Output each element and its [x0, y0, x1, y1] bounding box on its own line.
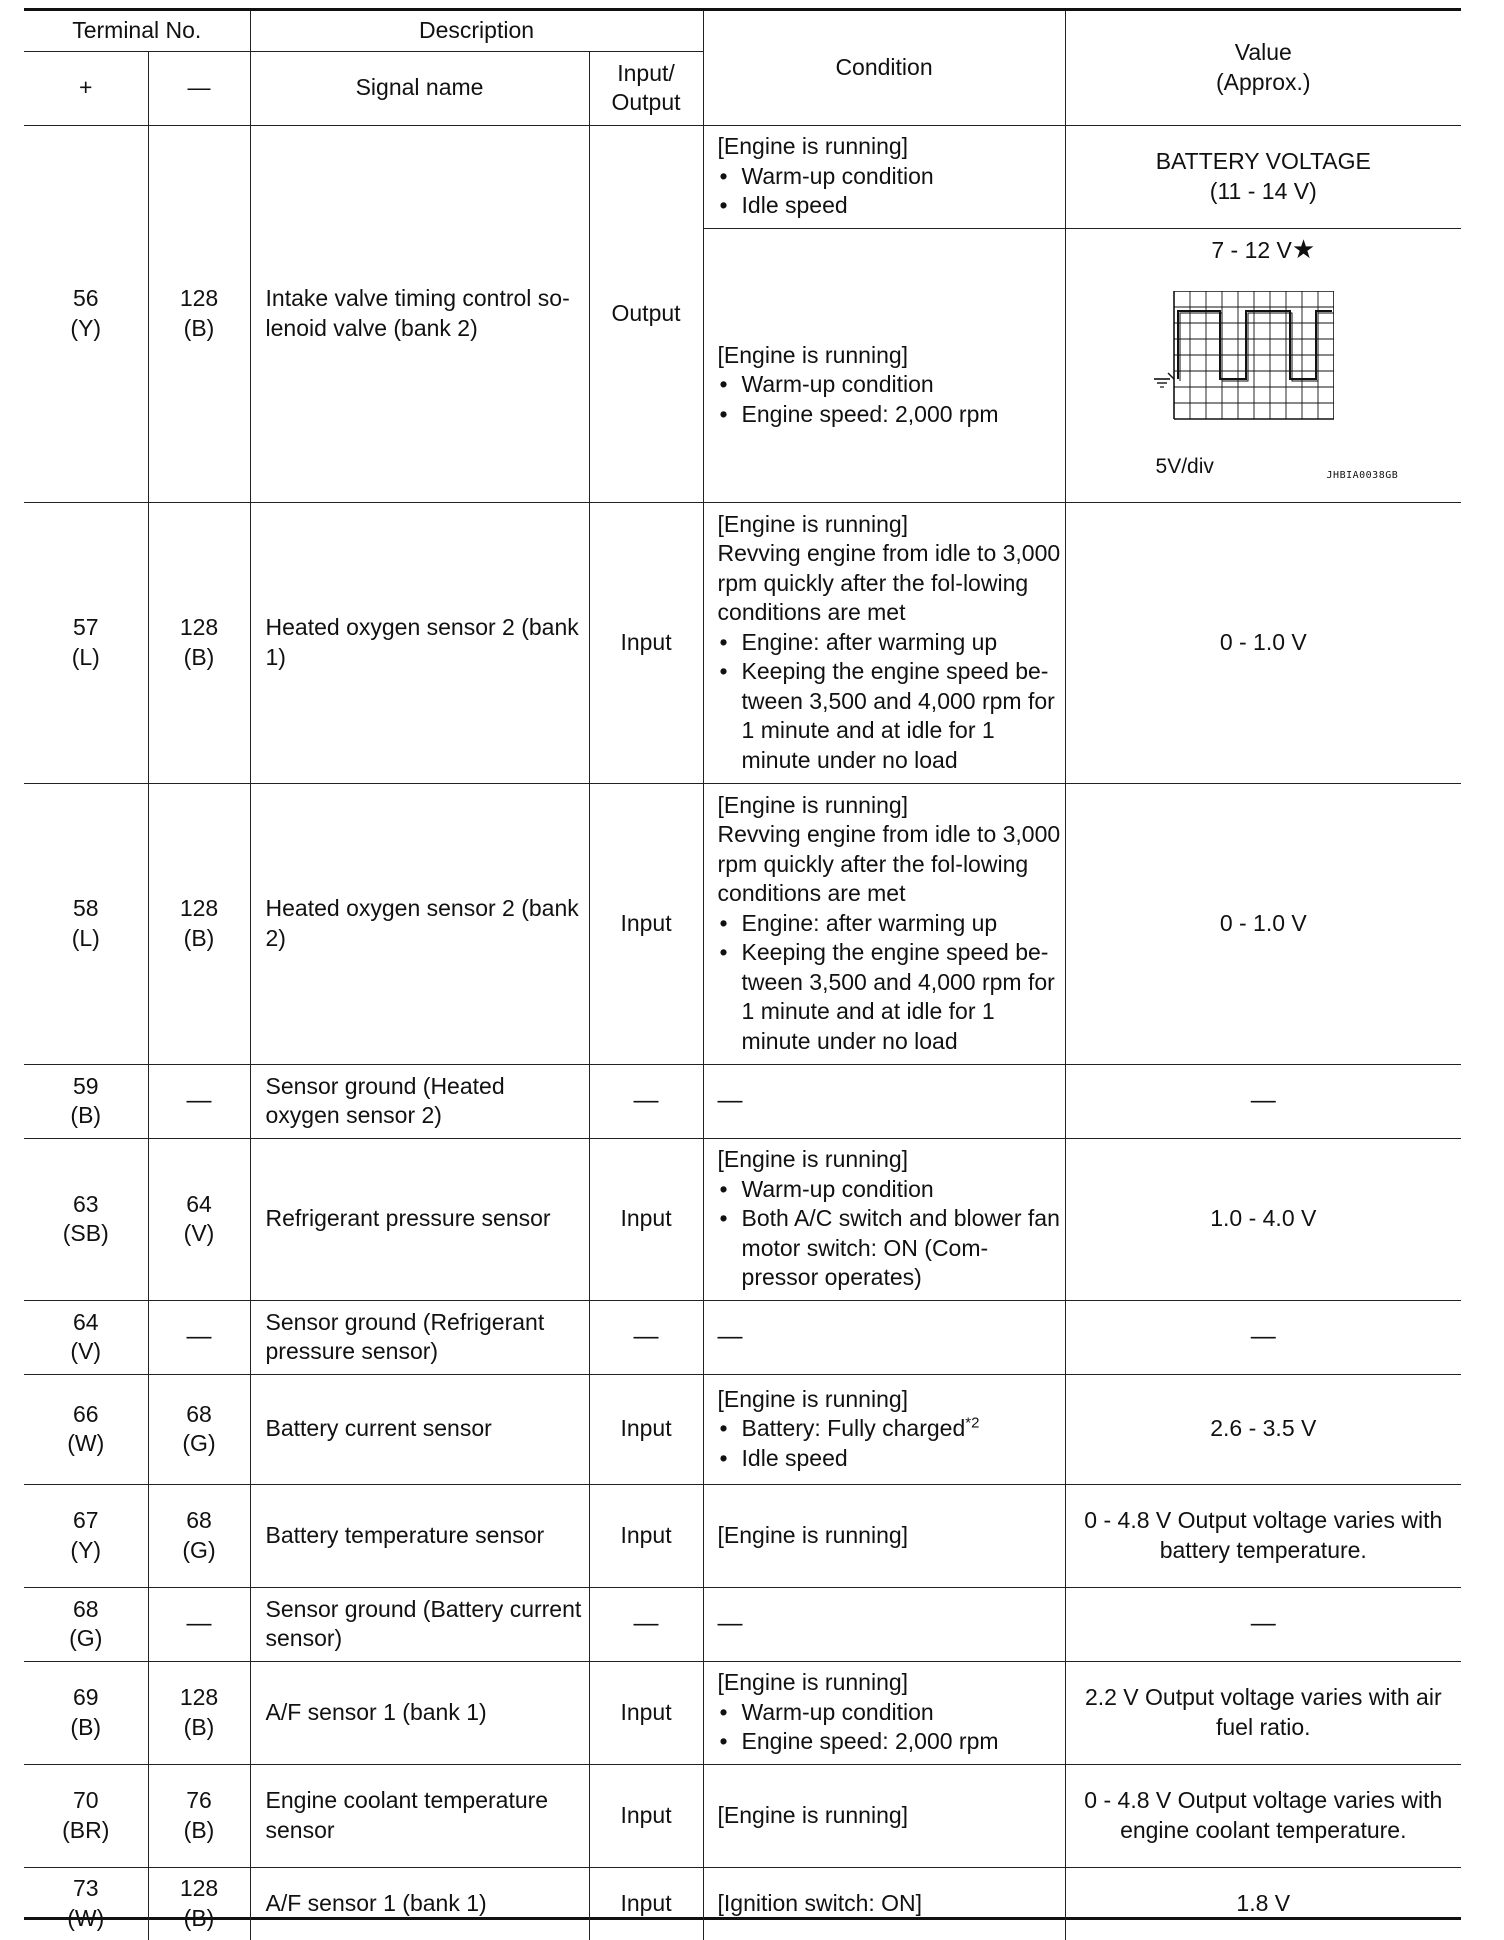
terminal-minus-text: — [186, 1086, 212, 1115]
condition-cell [703, 1300, 1065, 1374]
table-row [24, 1867, 1461, 1940]
terminal-plus-text: 57 (L) [71, 614, 100, 670]
condition-line: Revving engine from idle to 3,000 rpm quickly after the fol-lowing conditions are met [717, 821, 1061, 907]
condition-heading: [Engine is running] [717, 1801, 909, 1828]
signal-name-text: Battery current sensor [265, 1415, 492, 1442]
terminal-minus-cell [148, 1867, 250, 1940]
value-text: BATTERY VOLTAGE (11 - 14 V) [1155, 148, 1371, 204]
value-cell [1065, 1764, 1461, 1867]
signal-name-cell [250, 125, 589, 502]
terminal-plus-text: 58 (L) [71, 895, 100, 951]
input-output-cell [589, 1867, 703, 1940]
condition-bullet-item: • Warm-up condition [718, 1175, 1061, 1205]
signal-name-text: A/F sensor 1 (bank 1) [265, 1890, 487, 1916]
condition-heading: — [717, 1609, 743, 1638]
terminal-plus-cell [24, 502, 148, 783]
value-cell [1065, 783, 1461, 1064]
terminal-minus-cell [148, 125, 250, 502]
condition-bullet-item: • Engine: after warming up [718, 628, 1061, 658]
terminal-table-sheet [24, 8, 1461, 1931]
signal-name-text: Sensor ground (Battery current sensor) [265, 1595, 582, 1651]
condition-bullet-item: • Idle speed [718, 191, 1061, 221]
condition-bullets [718, 909, 1061, 1057]
terminal-plus-text: 59 (B) [70, 1072, 102, 1128]
input-output-cell [589, 1138, 703, 1300]
condition-cell [703, 1661, 1065, 1764]
condition-cell [703, 1587, 1065, 1661]
signal-name-text: Intake valve timing control so-lenoid valve (bank 2) [265, 285, 570, 341]
input-output-cell [589, 502, 703, 783]
terminal-minus-text: 128 (B) [179, 1684, 219, 1740]
terminal-plus-cell [24, 1374, 148, 1484]
value-cell [1065, 1138, 1461, 1300]
table-row [24, 502, 1461, 783]
value-text: 0 - 1.0 V [1219, 628, 1307, 655]
condition-cell [703, 502, 1065, 783]
table-row [24, 1300, 1461, 1374]
signal-name-text: Refrigerant pressure sensor [265, 1205, 551, 1232]
scope-scale-label: 5V/div [1155, 454, 1214, 478]
input-output-text: Input [620, 1801, 672, 1828]
table-row [24, 1064, 1461, 1138]
terminal-no-header: Terminal No. [24, 11, 250, 51]
condition-cell [703, 1764, 1065, 1867]
description-header: Description [250, 11, 703, 51]
terminal-minus-text: — [186, 1322, 212, 1351]
condition-bullets [718, 1698, 1061, 1757]
condition-bullet-item: • Idle speed [718, 1444, 1061, 1474]
terminal-minus-text: 76 (B) [183, 1787, 215, 1843]
condition-cell [703, 1867, 1065, 1940]
condition-bullets [718, 370, 1061, 429]
value-header-label: Value (Approx.) [1215, 39, 1311, 95]
input-output-text: Input [620, 1890, 672, 1916]
terminal-minus-cell [148, 502, 250, 783]
value-text: 1.0 - 4.0 V [1210, 1205, 1317, 1232]
input-output-text: Output [611, 299, 681, 326]
table-row [24, 1587, 1461, 1661]
terminal-minus-text: 128 (B) [179, 1875, 219, 1931]
condition-bullet-item: • Warm-up condition [718, 370, 1061, 400]
condition-bullet-item: • Battery: Fully charged$^{*2}$ [718, 1414, 1061, 1444]
condition-heading: — [717, 1322, 743, 1351]
condition-heading: [Engine is running] [717, 510, 909, 537]
value-header [1065, 11, 1461, 125]
condition-heading: [Engine is running] [717, 341, 909, 368]
value-text: 2.2 V Output voltage varies with air fuel ratio. [1084, 1684, 1442, 1740]
condition-heading: [Engine is running] [717, 791, 909, 818]
terminal-minus-text: 64 (V) [183, 1190, 215, 1246]
terminal-plus-cell [24, 125, 148, 502]
signal-name-cell [250, 1661, 589, 1764]
input-output-cell [589, 1661, 703, 1764]
value-cell [1065, 1661, 1461, 1764]
terminal-minus-text: 68 (G) [182, 1507, 216, 1563]
condition-heading: [Engine is running] [717, 1669, 909, 1696]
terminal-minus-cell [148, 1587, 250, 1661]
condition-bullet-item: • Both A/C switch and blower fan motor switch: ON (Com-pressor operates) [718, 1204, 1061, 1293]
star-icon: ★ [1291, 233, 1316, 264]
condition-cell [703, 1064, 1065, 1138]
plus-header: + [24, 51, 148, 125]
terminal-plus-text: 66 (W) [67, 1400, 105, 1456]
input-output-header [589, 51, 703, 125]
value-cell [1065, 1867, 1461, 1940]
signal-name-text: Sensor ground (Refrigerant pressure sensor) [265, 1308, 545, 1364]
table-row [24, 1764, 1461, 1867]
signal-name-cell [250, 1484, 589, 1587]
condition-cell [703, 125, 1065, 228]
signal-name-text: Sensor ground (Heated oxygen sensor 2) [265, 1072, 505, 1128]
condition-bullet-item: • Engine speed: 2,000 rpm [718, 400, 1061, 430]
terminal-plus-text: 64 (V) [70, 1308, 102, 1364]
condition-cell [703, 783, 1065, 1064]
terminal-minus-text: 128 (B) [179, 895, 219, 951]
minus-header: — [148, 51, 250, 125]
condition-bullet-item: • Engine speed: 2,000 rpm [718, 1727, 1061, 1757]
signal-name-cell [250, 1867, 589, 1940]
value-cell [1065, 1300, 1461, 1374]
terminal-plus-text: 68 (G) [69, 1595, 103, 1651]
condition-bullet-item: • Keeping the engine speed be-tween 3,500 and 4,000 rpm for 1 minute and at idle for 1 minute under no load [718, 657, 1061, 775]
signal-name-text: Heated oxygen sensor 2 (bank 2) [265, 895, 579, 951]
terminal-table [24, 11, 1461, 1940]
signal-name-cell [250, 1374, 589, 1484]
terminal-minus-cell [148, 1764, 250, 1867]
terminal-plus-text: 67 (Y) [70, 1507, 102, 1563]
terminal-plus-cell [24, 1867, 148, 1940]
terminal-minus-cell [148, 1661, 250, 1764]
condition-line: Revving engine from idle to 3,000 rpm quickly after the fol-lowing conditions are met [717, 540, 1061, 626]
condition-bullets [718, 1175, 1061, 1293]
value-text: 0 - 4.8 V Output voltage varies with engine coolant temperature. [1084, 1787, 1443, 1843]
input-output-text: Input [620, 1698, 672, 1725]
scope-value-label: 7 - 12 V★ [1211, 233, 1316, 264]
table-row [24, 1138, 1461, 1300]
signal-name-cell [250, 502, 589, 783]
terminal-plus-cell [24, 783, 148, 1064]
table-row [24, 783, 1461, 1064]
input-output-label: Input/ Output [611, 59, 681, 115]
signal-name-cell [250, 1764, 589, 1867]
condition-heading: — [717, 1086, 743, 1115]
condition-heading: [Engine is running] [717, 133, 909, 160]
terminal-minus-text: 68 (G) [182, 1400, 216, 1456]
signal-name-cell [250, 1138, 589, 1300]
value-text: 0 - 4.8 V Output voltage varies with battery temperature. [1084, 1507, 1443, 1563]
condition-heading: [Engine is running] [717, 1146, 909, 1173]
waveform-scope [1074, 229, 1454, 497]
condition-bullets [718, 628, 1061, 776]
input-output-text: Input [620, 909, 672, 936]
value-text: — [1250, 1086, 1276, 1115]
terminal-plus-cell [24, 1064, 148, 1138]
input-output-cell [589, 1484, 703, 1587]
value-text: 0 - 1.0 V [1219, 909, 1307, 936]
value-cell [1065, 228, 1461, 502]
condition-bullet-item: • Warm-up condition [718, 162, 1061, 192]
terminal-plus-cell [24, 1764, 148, 1867]
value-text: — [1250, 1322, 1276, 1351]
table-row [24, 1661, 1461, 1764]
value-cell [1065, 1374, 1461, 1484]
terminal-plus-text: 73 (W) [67, 1875, 105, 1931]
input-output-cell [589, 1587, 703, 1661]
terminal-plus-text: 63 (SB) [62, 1190, 109, 1246]
terminal-plus-cell [24, 1587, 148, 1661]
condition-bullet-item: • Keeping the engine speed be-tween 3,500 and 4,000 rpm for 1 minute and at idle for 1 minute under no load [718, 938, 1061, 1056]
terminal-rows [24, 125, 1461, 1940]
terminal-plus-cell [24, 1484, 148, 1587]
input-output-text: — [633, 1609, 659, 1638]
condition-heading: [Engine is running] [717, 1521, 909, 1548]
terminal-plus-text: 69 (B) [70, 1684, 102, 1740]
terminal-minus-text: 128 (B) [179, 285, 219, 341]
input-output-cell [589, 1300, 703, 1374]
signal-name-cell [250, 1064, 589, 1138]
value-text: — [1250, 1609, 1276, 1638]
input-output-cell [589, 1064, 703, 1138]
input-output-text: Input [620, 1205, 672, 1232]
input-output-text: Input [620, 1521, 672, 1548]
table-row [24, 125, 1461, 228]
condition-bullets [718, 1414, 1061, 1473]
value-cell [1065, 1064, 1461, 1138]
terminal-minus-text: — [186, 1609, 212, 1638]
input-output-text: — [633, 1086, 659, 1115]
input-output-cell [589, 125, 703, 502]
signal-name-cell [250, 1587, 589, 1661]
condition-bullet-item: • Warm-up condition [718, 1698, 1061, 1728]
condition-heading: [Ignition switch: ON] [717, 1890, 923, 1916]
signal-name-text: Heated oxygen sensor 2 (bank 1) [265, 614, 579, 670]
oscilloscope-waveform [1134, 291, 1334, 461]
terminal-plus-cell [24, 1661, 148, 1764]
input-output-cell [589, 783, 703, 1064]
value-cell [1065, 1587, 1461, 1661]
terminal-plus-text: 56 (Y) [70, 285, 102, 341]
condition-bullet-item: • Engine: after warming up [718, 909, 1061, 939]
terminal-plus-text: 70 (BR) [62, 1787, 110, 1843]
condition-cell [703, 1374, 1065, 1484]
table-row [24, 1374, 1461, 1484]
value-text: 2.6 - 3.5 V [1210, 1415, 1317, 1442]
condition-cell [703, 1484, 1065, 1587]
signal-name-text: A/F sensor 1 (bank 1) [265, 1698, 487, 1725]
value-text: 1.8 V [1236, 1890, 1291, 1916]
value-cell [1065, 125, 1461, 228]
terminal-minus-cell [148, 1138, 250, 1300]
terminal-minus-cell [148, 783, 250, 1064]
ground-symbol-icon [1154, 373, 1174, 387]
terminal-minus-text: 128 (B) [179, 614, 219, 670]
signal-name-cell [250, 1300, 589, 1374]
input-output-text: Input [620, 1415, 672, 1442]
signal-name-text: Engine coolant temperature sensor [265, 1787, 549, 1843]
condition-header: Condition [703, 11, 1065, 125]
input-output-cell [589, 1374, 703, 1484]
terminal-minus-cell [148, 1064, 250, 1138]
input-output-text: — [633, 1322, 659, 1351]
terminal-minus-cell [148, 1300, 250, 1374]
terminal-plus-cell [24, 1300, 148, 1374]
signal-name-cell [250, 783, 589, 1064]
value-cell [1065, 502, 1461, 783]
value-cell [1065, 1484, 1461, 1587]
table-row [24, 1484, 1461, 1587]
terminal-minus-cell [148, 1484, 250, 1587]
terminal-plus-cell [24, 1138, 148, 1300]
signal-name-text: Battery temperature sensor [265, 1521, 545, 1548]
figure-code-label: JHBIA0038GB [1326, 469, 1399, 481]
signal-name-header: Signal name [250, 51, 589, 125]
input-output-text: Input [620, 628, 672, 655]
condition-bullets [718, 162, 1061, 221]
input-output-cell [589, 1764, 703, 1867]
condition-cell [703, 228, 1065, 502]
condition-cell [703, 1138, 1065, 1300]
terminal-minus-cell [148, 1374, 250, 1484]
condition-heading: [Engine is running] [717, 1385, 909, 1412]
